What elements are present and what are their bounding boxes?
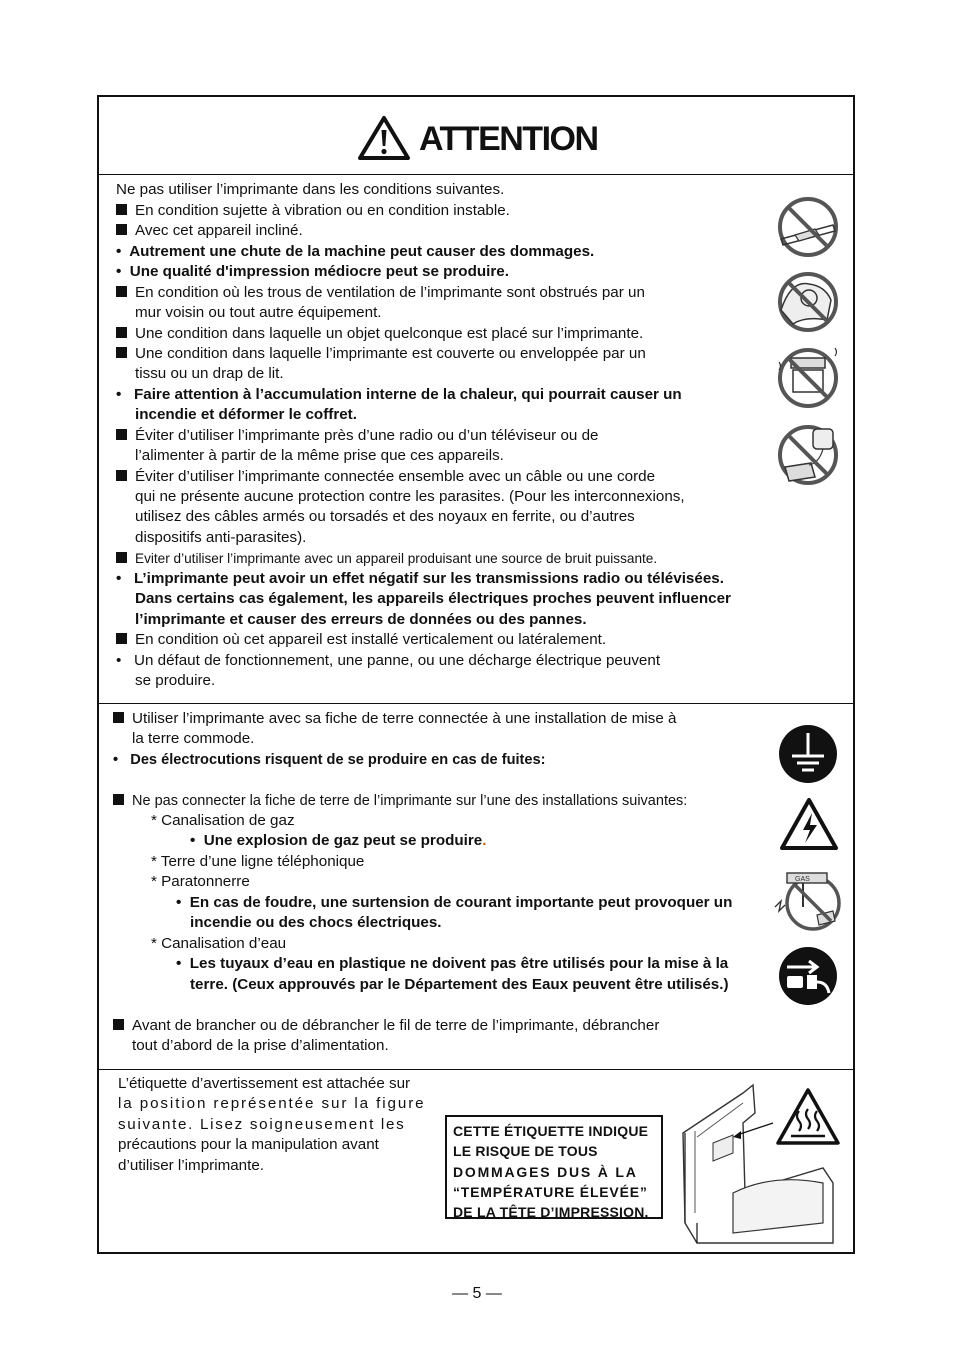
warning-triangle-icon [357, 115, 411, 161]
label-text: suivante. Lisez soigneusement les [118, 1116, 406, 1133]
warning-text: Dans certains cas également, les appareils électriques proches peuvent influencer [135, 590, 731, 607]
no-heat-icon [775, 346, 841, 410]
warning-text: l’imprimante et causer des erreurs de données ou des pannes. [135, 611, 587, 628]
section-label [99, 1069, 853, 1254]
item-text: En condition où cet appareil est installé verticalement ou latéralement. [135, 631, 607, 648]
square-bullet-icon [113, 794, 124, 805]
warning-text: Une qualité d'impression médiocre peut se produire. [129, 263, 509, 280]
warning-item: • Les tuyaux d’eau en plastique ne doivent pas être utilisés pour la mise à la [176, 955, 729, 972]
item-text: dispositifs anti-parasites). [135, 529, 307, 546]
label-text: L’étiquette d’avertissement est attachée sur [118, 1075, 411, 1092]
item-text: Eviter d’utiliser l’imprimante avec un appareil produisant une source de bruit puissante. [135, 551, 658, 566]
list-item [116, 283, 645, 303]
gas-label: GAS [795, 876, 810, 883]
warning-item: • Une qualité d'impression médiocre peut se produire. [116, 263, 509, 280]
item-text: la terre commode. [132, 730, 255, 747]
warning-text: L’imprimante peut avoir un effet négatif sur les transmissions radio ou télévisées. [133, 570, 724, 587]
label-line: DE LA TÊTE D’IMPRESSION. [453, 1204, 649, 1221]
warning-item: • Des électrocutions risquent de se produire en cas de fuites: [113, 752, 546, 768]
sub-item: * Paratonnerre [151, 873, 250, 890]
item-text: mur voisin ou tout autre équipement. [135, 304, 382, 321]
square-bullet-icon [116, 286, 127, 297]
warning-text: incendie ou des chocs électriques. [190, 914, 442, 931]
sub-item: * Terre d’une ligne téléphonique [151, 853, 365, 870]
item-text: qui ne présente aucune protection contre les parasites. (Pour les interconnexions, [135, 488, 685, 505]
square-bullet-icon [116, 470, 127, 481]
warning-text: se produire. [135, 672, 216, 689]
no-gas-ground-icon [773, 867, 841, 935]
warning-text: Un défaut de fonctionnement, une panne, ou une décharge électrique peuvent [133, 652, 661, 669]
attention-header [99, 97, 853, 175]
no-radio-icon [775, 423, 841, 487]
list-item [113, 791, 687, 811]
electric-shock-icon [779, 797, 839, 851]
list-item [116, 426, 598, 446]
list-item [116, 549, 657, 569]
square-bullet-icon [116, 224, 127, 235]
warning-item: • En cas de foudre, une surtension de courant importante peut provoquer un [176, 894, 733, 911]
attention-frame [97, 95, 855, 1254]
list-item [113, 1016, 659, 1036]
warning-item: • Une explosion de gaz peut se produire. [190, 832, 487, 849]
warning-label-box [445, 1115, 663, 1219]
square-bullet-icon [116, 429, 127, 440]
label-line: “TEMPÉRATURE ÉLEVÉE” [453, 1183, 648, 1200]
item-text: Éviter d’utiliser l’imprimante près d’une radio ou d’un téléviseur ou de [135, 427, 599, 444]
section-grounding [99, 703, 853, 1070]
warning-text: En cas de foudre, une surtension de courant importante peut provoquer un [189, 894, 733, 911]
square-bullet-icon [113, 1019, 124, 1030]
item-text: tissu ou un drap de lit. [135, 365, 284, 382]
warning-dot: . [482, 832, 487, 849]
warning-text: Une explosion de gaz peut se produire [203, 832, 483, 849]
list-item [116, 344, 646, 364]
square-bullet-icon [116, 204, 127, 215]
sub-item: * Canalisation de gaz [151, 812, 295, 829]
ground-icon [777, 723, 839, 785]
label-text: précautions pour la manipulation avant [118, 1136, 379, 1153]
sub-item: * Canalisation d’eau [151, 935, 287, 952]
square-bullet-icon [116, 633, 127, 644]
item-text: utilisez des câbles armés ou torsadés et des noyaux en ferrite, ou d’autres [135, 508, 635, 525]
page-title: ATTENTION [419, 120, 598, 158]
label-text: d’utiliser l’imprimante. [118, 1157, 265, 1174]
list-item [116, 201, 510, 221]
intro-text: Ne pas utiliser l’imprimante dans les conditions suivantes. [116, 181, 505, 198]
warning-text: terre. (Ceux approuvés par le Département des Eaux peuvent être utilisés.) [190, 976, 729, 993]
square-bullet-icon [113, 712, 124, 723]
unplug-icon [777, 945, 839, 1007]
list-item [116, 467, 655, 487]
list-item [116, 324, 643, 344]
hot-surface-icon [775, 1087, 841, 1147]
no-cover-icon [775, 270, 841, 334]
square-bullet-icon [116, 552, 127, 563]
label-line: CETTE ÉTIQUETTE INDIQUE [453, 1123, 649, 1139]
section-environment [99, 174, 853, 704]
item-text: tout d’abord de la prise d’alimentation. [132, 1037, 389, 1054]
label-line: DOMMAGES DUS À LA [453, 1163, 638, 1180]
label-line: LE RISQUE DE TOUS [453, 1143, 598, 1160]
list-item [113, 709, 677, 729]
square-bullet-icon [116, 327, 127, 338]
list-item [116, 221, 303, 241]
item-text: Avec cet appareil incliné. [135, 222, 303, 239]
item-text: En condition où les trous de ventilation de l’imprimante sont obstrués par un [135, 284, 645, 301]
warning-text: Autrement une chute de la machine peut causer des dommages. [129, 243, 595, 260]
item-text: Une condition dans laquelle un objet quelconque est placé sur l’imprimante. [135, 325, 644, 342]
warning-text: incendie et déformer le coffret. [135, 406, 357, 423]
item-text: Ne pas connecter la fiche de terre de l’imprimante sur l’une des installations suivantes: [132, 793, 688, 809]
list-item [116, 630, 606, 650]
warning-item: • Faire attention à l’accumulation interne de la chaleur, qui pourrait causer un [116, 386, 682, 403]
item-text: Utiliser l’imprimante avec sa fiche de terre connectée à une installation de mise à [132, 710, 677, 727]
item-text: Une condition dans laquelle l’imprimante est couverte ou enveloppée par un [135, 345, 646, 362]
warning-text: Faire attention à l’accumulation interne de la chaleur, qui pourrait causer un [133, 386, 682, 403]
item-text: Éviter d’utiliser l’imprimante connectée ensemble avec un câble ou une corde [135, 468, 656, 485]
warning-text: Les tuyaux d’eau en plastique ne doivent pas être utilisés pour la mise à la [189, 955, 729, 972]
warning-item: • L’imprimante peut avoir un effet négatif sur les transmissions radio ou télévisées. [116, 570, 724, 587]
item-text: l’alimenter à partir de la même prise que ces appareils. [135, 447, 504, 464]
no-tilt-icon [775, 195, 841, 259]
warning-item: • Autrement une chute de la machine peut causer des dommages. [116, 243, 595, 260]
square-bullet-icon [116, 347, 127, 358]
warning-text: Des électrocutions risquent de se produire en cas de fuites: [130, 752, 546, 768]
label-text: la position représentée sur la figure [118, 1095, 426, 1112]
page-number: — 5 — [452, 1285, 502, 1302]
item-text: Avant de brancher ou de débrancher le fil de terre de l’imprimante, débrancher [132, 1017, 660, 1034]
warning-item: • Un défaut de fonctionnement, une panne, ou une décharge électrique peuvent [116, 652, 661, 669]
item-text: En condition sujette à vibration ou en condition instable. [135, 202, 510, 219]
